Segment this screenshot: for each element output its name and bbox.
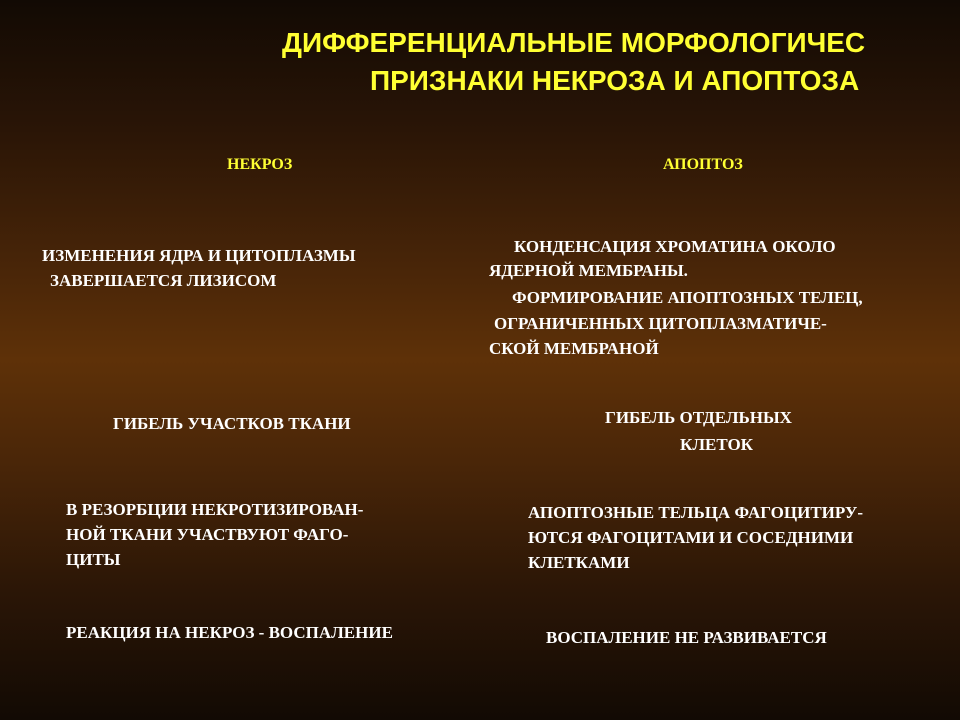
necrosis-reaction: РЕАКЦИЯ НА НЕКРОЗ - ВОСПАЛЕНИЕ: [66, 623, 393, 642]
apoptosis-chromatin-line3: ФОРМИРОВАНИЕ АПОПТОЗНЫХ ТЕЛЕЦ,: [512, 288, 863, 307]
necrosis-resorption-line2: НОЙ ТКАНИ УЧАСТВУЮТ ФАГО-: [66, 525, 349, 544]
necrosis-nucleus-line2: ЗАВЕРШАЕТСЯ ЛИЗИСОМ: [50, 271, 277, 290]
necrosis-resorption-line3: ЦИТЫ: [66, 550, 121, 569]
necrosis-resorption-line1: В РЕЗОРБЦИИ НЕКРОТИЗИРОВАН-: [66, 500, 364, 519]
slide-title-line2: ПРИЗНАКИ НЕКРОЗА И АПОПТОЗА: [370, 65, 860, 96]
necrosis-death: ГИБЕЛЬ УЧАСТКОВ ТКАНИ: [113, 414, 351, 433]
slide-title: [0, 24, 960, 100]
apoptosis-death-line2: КЛЕТОК: [680, 435, 753, 454]
apoptosis-chromatin-line5: СКОЙ МЕМБРАНОЙ: [489, 339, 659, 358]
apoptosis-chromatin-line4: ОГРАНИЧЕННЫХ ЦИТОПЛАЗМАТИЧЕ-: [494, 314, 827, 333]
apoptosis-chromatin-line1: КОНДЕНСАЦИЯ ХРОМАТИНА ОКОЛО: [514, 237, 836, 256]
slide-title-line1: ДИФФЕРЕНЦИАЛЬНЫЕ МОРФОЛОГИЧЕС: [282, 27, 866, 58]
apoptosis-reaction: ВОСПАЛЕНИЕ НЕ РАЗВИВАЕТСЯ: [546, 628, 827, 647]
necrosis-heading: НЕКРОЗ: [227, 156, 293, 173]
apoptosis-bodies-line2: ЮТСЯ ФАГОЦИТАМИ И СОСЕДНИМИ: [528, 528, 854, 547]
apoptosis-chromatin-line2: ЯДЕРНОЙ МЕМБРАНЫ.: [489, 261, 688, 280]
necrosis-nucleus-line1: ИЗМЕНЕНИЯ ЯДРА И ЦИТОПЛАЗМЫ: [42, 246, 356, 265]
apoptosis-heading: АПОПТОЗ: [663, 156, 743, 173]
apoptosis-bodies-line1: АПОПТОЗНЫЕ ТЕЛЬЦА ФАГОЦИТИРУ-: [528, 503, 863, 522]
apoptosis-death-line1: ГИБЕЛЬ ОТДЕЛЬНЫХ: [605, 408, 792, 427]
apoptosis-bodies-line3: КЛЕТКАМИ: [528, 553, 630, 572]
